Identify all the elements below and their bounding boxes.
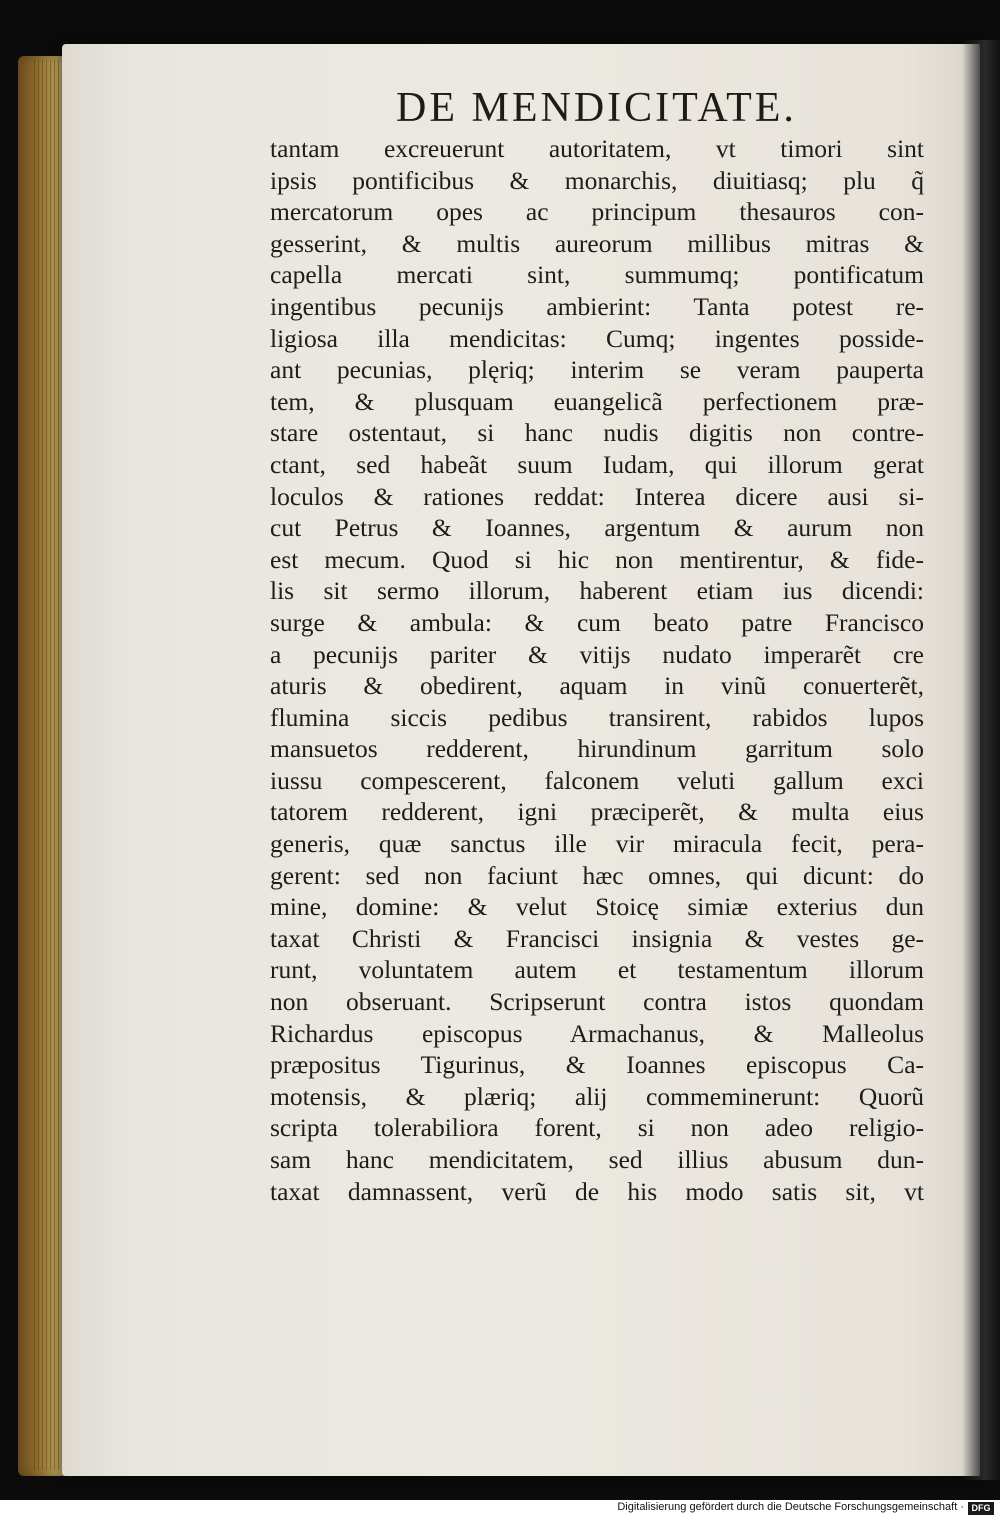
text-line: capella mercati sint, summumq; pontificatum [270,260,924,290]
text-line: gerent: sed non faciunt hæc omnes, qui dicunt: do [270,860,924,890]
book-fore-edge-texture [34,60,62,1470]
text-line: taxat damnassent, verũ de his modo satis sit, vt [270,1176,924,1206]
text-line: generis, quæ sanctus ille vir miracula fecit, pera- [270,829,924,859]
text-line: ipsis pontificibus & monarchis, diuitiasq; plu q̃ [270,165,924,195]
text-line: ingentibus pecunijs ambierint: Tanta potest re- [270,291,924,321]
gutter-shadow [962,40,1000,1480]
text-line: iussu compescerent, falconem veluti gallum exci [270,765,924,795]
text-line: lis sit sermo illorum, haberent etiam ius dicendi: [270,576,924,606]
footer-credit: Digitalisierung gefördert durch die Deutsche Forschungsgemeinschaft · [617,1501,964,1513]
text-line: Richardus episcopus Armachanus, & Malleolus [270,1018,924,1048]
text-line: tantam excreuerunt autoritatem, vt timori sint [270,134,924,163]
text-line: runt, voluntatem autem et testamentum illorum [270,955,924,985]
body-text [270,133,930,1207]
text-line: ctant, sed habeãt suum Iudam, qui illorum gerat [270,449,924,479]
text-line: gesserint, & multis aureorum millibus mitras & [270,228,924,258]
text-line: cut Petrus & Ioannes, argentum & aurum non [270,513,924,543]
text-line: sam hanc mendicitatem, sed illius abusum dun- [270,1145,924,1174]
text-line: stare ostentaut, si hanc nudis digitis non contre- [270,418,924,448]
text-line: mercatorum opes ac principum thesauros con- [270,197,924,227]
text-line: mine, domine: & velut Stoicę simiæ exterius dun [270,892,924,922]
text-line: loculos & rationes reddat: Interea dicere ausi si- [270,481,924,511]
text-line: aturis & obedirent, aquam in vinũ conuerterẽt, [270,671,924,701]
text-line: tem, & plusquam euangelicã perfectionem præ- [270,386,924,416]
dfg-logo-icon: DFG [968,1502,994,1515]
text-line: a pecunijs pariter & vitijs nudato imperarẽt cre [270,639,924,669]
text-line: ant pecunias, plęriq; interim se veram pauperta [270,355,924,385]
text-line: flumina siccis pedibus transirent, rabidos lupos [270,702,924,732]
text-line: surge & ambula: & cum beato patre Francisco [270,607,924,637]
text-line: taxat Christi & Francisci insignia & vestes ge- [270,923,924,953]
running-head: DE MENDICITATE. [396,85,797,131]
text-line: non obseruant. Scripserunt contra istos quondam [270,987,924,1017]
text-line: mansuetos redderent, hirundinum garritum solo [270,734,924,764]
text-line: scripta tolerabiliora forent, si non adeo religio- [270,1113,924,1143]
text-line: præpositus Tigurinus, & Ioannes episcopus Ca- [270,1050,924,1080]
text-line: tatorem redderent, igni præciperẽt, & multa eius [270,797,924,827]
text-line: motensis, & plæriq; alij commeminerunt: Quorũ [270,1081,924,1111]
text-line: est mecum. Quod si hic non mentirentur, & fide- [270,544,924,574]
text-line: ligiosa illa mendicitas: Cumq; ingentes posside- [270,323,924,353]
